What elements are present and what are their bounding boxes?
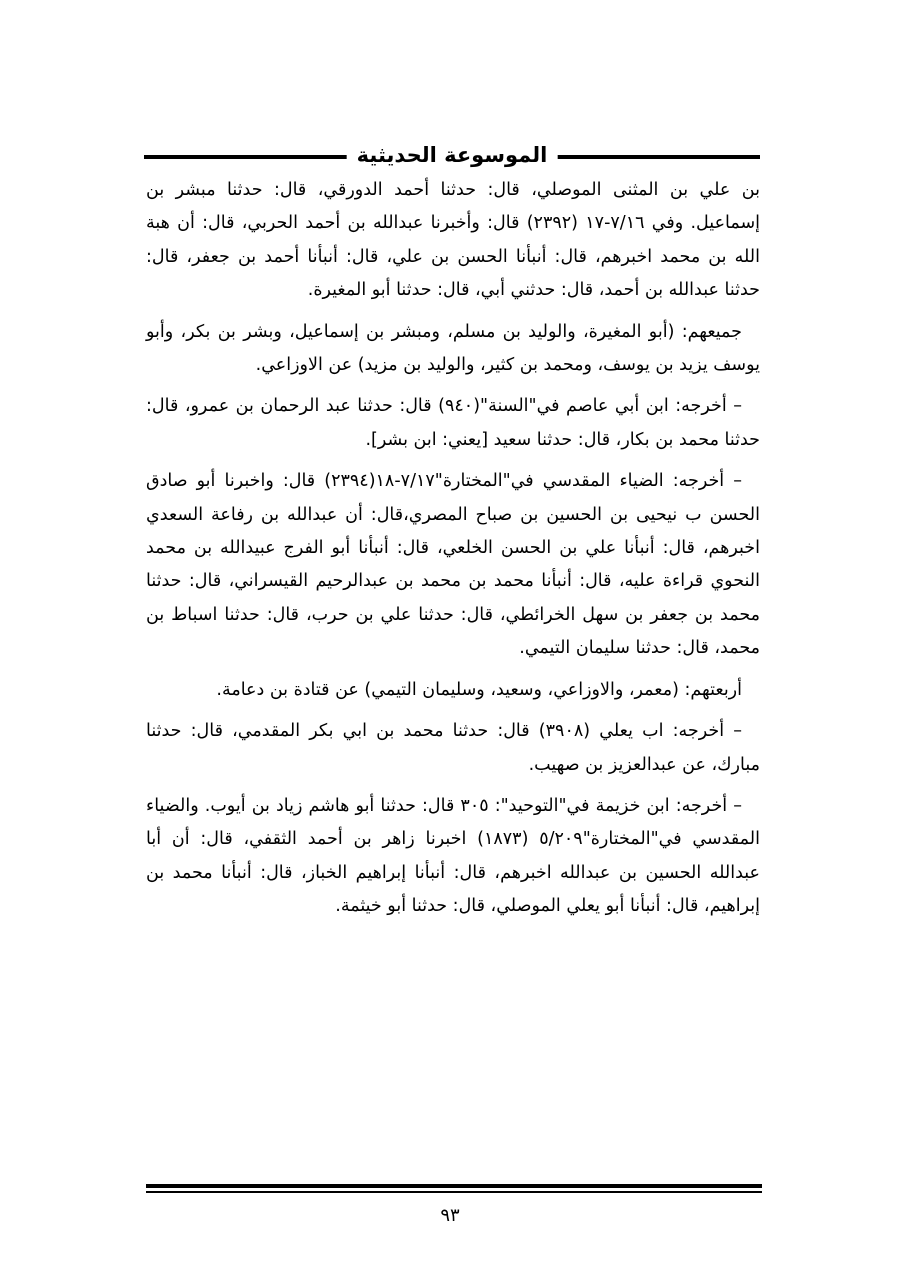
footer-rule-thin — [146, 1191, 762, 1193]
paragraph-6: – أخرجه: اب يعلي (٣٩٠٨) قال: حدثنا محمد بن ابي بكر المقدمي، قال: حدثنا مبارك، عن عبدالعزيز بن صهيب. — [146, 721, 760, 775]
page-number: ٩٣ — [440, 1205, 460, 1226]
paragraph-3: – أخرجه: ابن أبي عاصم في"السنة"(٩٤٠) قال: حدثنا عبد الرحمان بن عمرو، قال: حدثنا محمد بن بكار، قال: حدثنا سعيد [يعني: ابن بشر]. — [146, 396, 760, 450]
paragraph-4: – أخرجه: الضياء المقدسي في"المختارة"٧/١٧-١٨(٢٣٩٤) قال: واخبرنا أبو صادق الحسن ب نيحيى بن الحسين بن صباح المصري،قال: أن عبدالله بن رفاعة السعدي اخبرهم، قال: أنبأنا علي بن الحسن الخلعي، قال: أنبأنا أبو الفرج عبيدالله بن محمد النحوي قراءة عليه، قال: أنبأنا محمد بن محمد بن عبدالرحيم القيسراني، قال: حدثنا محمد بن جعفر بن سهل الخرائطي، قال: حدثنا علي بن حرب، قال: حدثنا اسباط بن محمد، قال: حدثنا سليمان التيمي. — [146, 471, 760, 659]
running-header — [144, 140, 760, 170]
page-body — [146, 174, 760, 932]
paragraph-1: بن علي بن المثنى الموصلي، قال: حدثنا أحمد الدورقي، قال: حدثنا مبشر بن إسماعيل. وفي ٧/١٦-١٧ (٢٣٩٢) قال: وأخبرنا عبدالله بن أحمد الحربي، قال: أن هبة الله بن محمد اخبرهم، قال: أنبأنا الحسن بن علي، قال: أنبأنا أحمد بن جعفر، قال: حدثنا عبدالله بن أحمد، قال: حدثني أبي، قال: حدثنا أبو المغيرة. — [146, 180, 760, 301]
paragraph-5: أربعتهم: (معمر، والاوزاعي، وسعيد، وسليمان التيمي) عن قتادة بن دعامة. — [216, 679, 742, 700]
paragraph-2: جميعهم: (أبو المغيرة، والوليد بن مسلم، ومبشر بن إسماعيل، وبشر بن بكر، وأبو يوسف يزيد بن يوسف، ومحمد بن كثير، والوليد بن مزيد) عن الاوزاعي. — [146, 321, 760, 376]
header-title: الموسوعة الحديثية — [347, 140, 558, 170]
footer-rule-thick — [146, 1184, 762, 1188]
paragraph-7: – أخرجه: ابن خزيمة في"التوحيد": ٣٠٥ قال: حدثنا أبو هاشم زياد بن أيوب. والضياء المقدسي في"المختارة"٥/٢٠٩ (١٨٧٣) اخبرنا زاهر بن أحمد الثقفي، قال: أن أبا عبدالله الحسين بن عبدالله اخبرهم، قال: أنبأنا إبراهيم الخباز، قال: أنبأنا محمد بن إبراهيم، قال: أنبأنا أبو يعلي الموصلي، قال: حدثنا أبو خيثمة. — [146, 795, 760, 917]
